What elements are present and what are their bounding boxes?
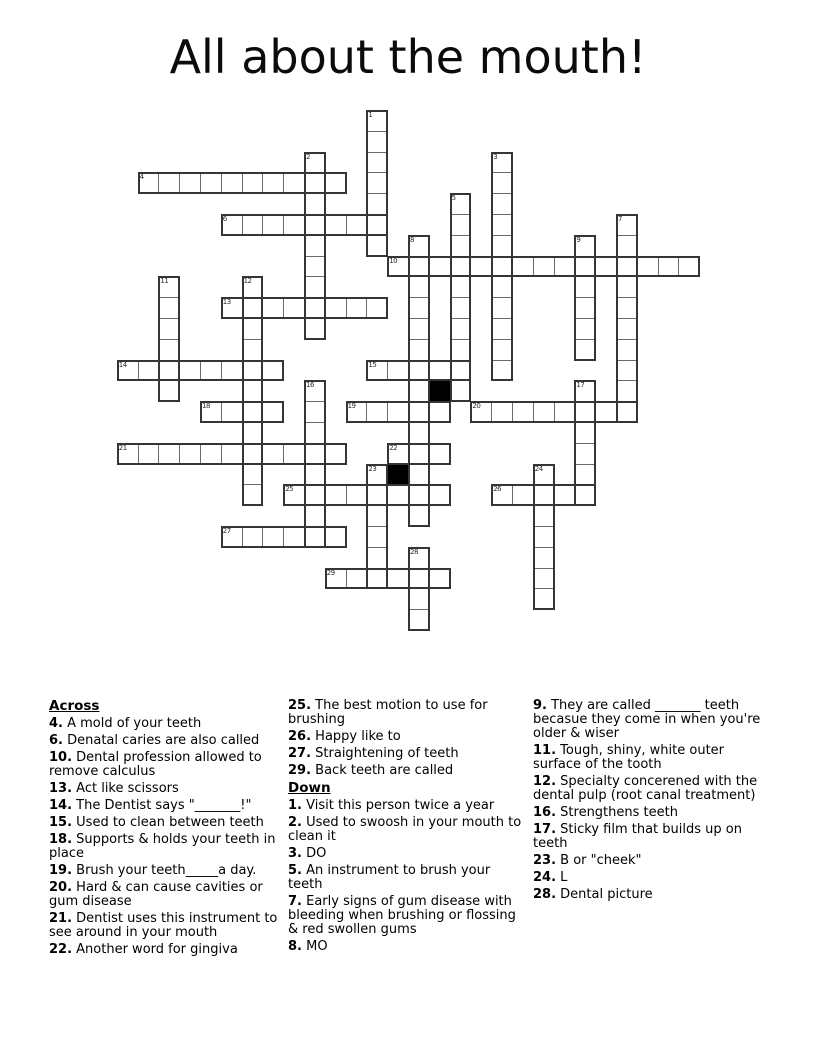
grid-cell[interactable] <box>262 360 284 382</box>
grid-cell[interactable] <box>304 152 326 174</box>
grid-cell[interactable] <box>408 256 430 278</box>
grid-cell[interactable] <box>574 235 596 257</box>
grid-cell[interactable] <box>450 318 472 340</box>
grid-cell[interactable] <box>408 588 430 610</box>
grid-cell[interactable] <box>491 276 513 298</box>
clue-22-across: 22. Another word for gingiva <box>49 942 238 957</box>
clue-number: 14. <box>49 798 73 813</box>
black-cell <box>387 464 409 486</box>
grid-cell[interactable] <box>450 193 472 215</box>
clue-28-down: 28. Dental picture <box>533 887 653 902</box>
grid-cell[interactable] <box>574 443 596 465</box>
grid-cell[interactable] <box>408 505 430 527</box>
clue-25-across: 25. The best motion to use for brushing <box>288 698 488 727</box>
cell-number-2: 2 <box>306 152 310 161</box>
grid-cell[interactable] <box>346 484 368 506</box>
grid-cell[interactable] <box>221 443 243 465</box>
clue-column-2 <box>288 699 525 957</box>
grid-cell[interactable] <box>574 401 596 423</box>
grid-cell[interactable] <box>574 297 596 319</box>
grid-cell[interactable] <box>366 401 388 423</box>
grid-cell[interactable] <box>574 276 596 298</box>
grid-cell[interactable] <box>450 276 472 298</box>
grid-cell[interactable] <box>491 401 513 423</box>
grid-cell[interactable] <box>408 484 430 506</box>
grid-cell[interactable] <box>242 318 264 340</box>
grid-cell[interactable] <box>304 401 326 423</box>
grid-cell[interactable] <box>408 609 430 631</box>
grid-cell[interactable] <box>262 443 284 465</box>
grid-cell[interactable] <box>616 360 638 382</box>
grid-cell[interactable] <box>408 401 430 423</box>
grid-cell[interactable] <box>283 172 305 194</box>
clue-14-across: 14. The Dentist says "_______!" <box>49 798 252 813</box>
grid-cell[interactable] <box>429 443 451 465</box>
grid-cell[interactable] <box>491 256 513 278</box>
cell-number-16: 16 <box>306 381 314 390</box>
cell-number-6: 6 <box>222 215 227 223</box>
clue-5-down: 5. An instrument to brush your teeth <box>288 863 491 892</box>
clue-26-across: 26. Happy like to <box>288 729 401 744</box>
clue-number: 20. <box>49 880 73 895</box>
grid-cell[interactable] <box>221 401 243 423</box>
clue-number: 11. <box>533 743 557 758</box>
grid-cell[interactable] <box>450 339 472 361</box>
clue-17-down: 17. Sticky film that builds up on teeth <box>533 822 742 851</box>
grid-cell[interactable] <box>325 526 347 548</box>
grid-cell[interactable] <box>158 339 180 361</box>
grid-cell[interactable] <box>533 526 555 548</box>
clue-number: 9. <box>533 698 547 713</box>
grid-cell[interactable] <box>221 360 243 382</box>
grid-cell[interactable] <box>429 401 451 423</box>
clue-29-across: 29. Back teeth are called <box>288 763 454 778</box>
grid-cell[interactable] <box>242 422 264 444</box>
clue-number: 28. <box>533 887 557 902</box>
across-header: Across <box>49 698 100 714</box>
clue-7-down: 7. Early signs of gum disease with bleeding when brushing or flossing & red swollen gums <box>288 894 516 937</box>
clue-16-down: 16. Strengthens teeth <box>533 805 678 820</box>
cell-number-3: 3 <box>493 152 498 161</box>
cell-number-27: 27 <box>222 527 231 535</box>
page-title: All about the mouth! <box>169 30 647 84</box>
grid-cell[interactable] <box>262 401 284 423</box>
black-cell <box>429 380 451 402</box>
clue-10-across: 10. Dental profession allowed to remove calculus <box>49 750 262 779</box>
grid-cell[interactable] <box>242 297 264 319</box>
grid-cell[interactable] <box>533 547 555 569</box>
grid-cell[interactable] <box>346 214 368 236</box>
grid-cell[interactable] <box>366 131 388 153</box>
grid-cell[interactable] <box>408 318 430 340</box>
grid-cell[interactable] <box>366 110 388 132</box>
grid-cell[interactable] <box>158 276 180 298</box>
grid-cell[interactable] <box>408 297 430 319</box>
grid-cell[interactable] <box>450 297 472 319</box>
grid-cell[interactable] <box>242 443 264 465</box>
cell-number-5: 5 <box>451 194 456 203</box>
grid-cell[interactable] <box>616 256 638 278</box>
grid-cell[interactable] <box>304 318 326 340</box>
grid-cell[interactable] <box>242 360 264 382</box>
cell-number-28: 28 <box>410 547 418 556</box>
clue-number: 2. <box>288 815 302 830</box>
grid-cell[interactable] <box>387 484 409 506</box>
clue-19-across: 19. Brush your teeth_____a day. <box>49 863 257 878</box>
clue-3-down: 3. DO <box>288 846 327 861</box>
cell-number-10: 10 <box>389 256 398 265</box>
grid-cell[interactable] <box>533 401 555 423</box>
grid-cell[interactable] <box>574 256 596 278</box>
grid-cell[interactable] <box>242 380 264 402</box>
clue-27-across: 27. Straightening of teeth <box>288 746 459 761</box>
grid-cell[interactable] <box>574 380 596 402</box>
grid-cell[interactable] <box>304 380 326 402</box>
grid-cell[interactable] <box>429 568 451 590</box>
grid-cell[interactable] <box>325 172 347 194</box>
grid-cell[interactable] <box>366 193 388 215</box>
grid-cell[interactable] <box>366 235 388 257</box>
grid-cell[interactable] <box>387 401 409 423</box>
grid-cell[interactable] <box>512 401 534 423</box>
cell-number-9: 9 <box>576 235 581 244</box>
grid-cell[interactable] <box>470 401 492 423</box>
cell-number-12: 12 <box>243 277 252 286</box>
grid-cell[interactable] <box>366 172 388 194</box>
grid-cell[interactable] <box>304 484 326 506</box>
grid-cell[interactable] <box>304 172 326 194</box>
grid-cell[interactable] <box>242 484 264 506</box>
grid-cell[interactable] <box>574 339 596 361</box>
grid-cell[interactable] <box>678 256 700 278</box>
cell-number-23: 23 <box>368 464 377 473</box>
grid-cell[interactable] <box>470 256 492 278</box>
grid-cell[interactable] <box>221 526 243 548</box>
grid-cell[interactable] <box>242 172 264 194</box>
grid-cell[interactable] <box>325 484 347 506</box>
grid-cell[interactable] <box>408 339 430 361</box>
grid-cell[interactable] <box>491 172 513 194</box>
grid-cell[interactable] <box>366 214 388 236</box>
cell-number-7: 7 <box>618 215 622 223</box>
grid-cell[interactable] <box>366 484 388 506</box>
grid-cell[interactable] <box>595 401 617 423</box>
clue-number: 5. <box>288 863 302 878</box>
grid-cell[interactable] <box>574 484 596 506</box>
grid-cell[interactable] <box>387 256 409 278</box>
grid-cell[interactable] <box>138 443 160 465</box>
grid-cell[interactable] <box>616 214 638 236</box>
grid-cell[interactable] <box>304 193 326 215</box>
clue-number: 3. <box>288 846 302 861</box>
grid-cell[interactable] <box>242 276 264 298</box>
grid-cell[interactable] <box>325 568 347 590</box>
clue-number: 19. <box>49 863 73 878</box>
clue-23-down: 23. B or "cheek" <box>533 853 642 868</box>
grid-cell[interactable] <box>138 172 160 194</box>
grid-cell[interactable] <box>242 339 264 361</box>
grid-cell[interactable] <box>262 526 284 548</box>
grid-cell[interactable] <box>366 152 388 174</box>
grid-cell[interactable] <box>512 484 534 506</box>
clue-number: 10. <box>49 750 73 765</box>
clue-number: 1. <box>288 798 302 813</box>
grid-cell[interactable] <box>158 297 180 319</box>
grid-cell[interactable] <box>283 297 305 319</box>
grid-cell[interactable] <box>491 235 513 257</box>
cell-number-1: 1 <box>368 111 373 119</box>
grid-cell[interactable] <box>283 443 305 465</box>
grid-cell[interactable] <box>242 401 264 423</box>
clue-number: 24. <box>533 870 557 885</box>
clue-20-across: 20. Hard & can cause cavities or gum disease <box>49 880 263 909</box>
grid-cell[interactable] <box>138 360 160 382</box>
grid-cell[interactable] <box>512 256 534 278</box>
grid-cell[interactable] <box>408 360 430 382</box>
grid-cell[interactable] <box>533 464 555 486</box>
grid-cell[interactable] <box>387 360 409 382</box>
grid-cell[interactable] <box>366 547 388 569</box>
cell-number-13: 13 <box>222 298 231 307</box>
grid-cell[interactable] <box>616 318 638 340</box>
grid-cell[interactable] <box>200 360 222 382</box>
grid-cell[interactable] <box>117 360 139 382</box>
grid-cell[interactable] <box>533 484 555 506</box>
grid-cell[interactable] <box>616 276 638 298</box>
grid-cell[interactable] <box>533 588 555 610</box>
grid-cell[interactable] <box>304 464 326 486</box>
grid-cell[interactable] <box>450 380 472 402</box>
grid-cell[interactable] <box>637 256 659 278</box>
clue-number: 18. <box>49 832 73 847</box>
clue-9-down: 9. They are called _______ teeth becasue they come in when you're older & wiser <box>533 698 761 741</box>
grid-cell[interactable] <box>325 443 347 465</box>
grid-cell[interactable] <box>408 464 430 486</box>
grid-cell[interactable] <box>200 443 222 465</box>
grid-cell[interactable] <box>346 297 368 319</box>
clue-column-3 <box>533 699 770 905</box>
grid-cell[interactable] <box>304 276 326 298</box>
grid-cell[interactable] <box>408 547 430 569</box>
cell-number-8: 8 <box>410 235 414 244</box>
grid-cell[interactable] <box>616 401 638 423</box>
grid-cell[interactable] <box>533 505 555 527</box>
cell-number-19: 19 <box>347 402 356 411</box>
grid-cell[interactable] <box>450 214 472 236</box>
grid-cell[interactable] <box>283 484 305 506</box>
grid-cell[interactable] <box>158 360 180 382</box>
grid-cell[interactable] <box>491 484 513 506</box>
cell-number-20: 20 <box>472 402 481 411</box>
grid-cell[interactable] <box>325 297 347 319</box>
grid-cell[interactable] <box>200 401 222 423</box>
grid-cell[interactable] <box>491 318 513 340</box>
grid-cell[interactable] <box>595 256 617 278</box>
clue-18-across: 18. Supports & holds your teeth in place <box>49 832 276 861</box>
grid-cell[interactable] <box>221 172 243 194</box>
clue-number: 26. <box>288 729 312 744</box>
grid-cell[interactable] <box>242 464 264 486</box>
cell-number-18: 18 <box>202 402 210 411</box>
grid-cell[interactable] <box>242 526 264 548</box>
grid-cell[interactable] <box>491 193 513 215</box>
grid-cell[interactable] <box>450 360 472 382</box>
grid-cell[interactable] <box>450 256 472 278</box>
grid-cell[interactable] <box>304 443 326 465</box>
cell-number-25: 25 <box>285 485 294 494</box>
grid-cell[interactable] <box>346 568 368 590</box>
clue-number: 23. <box>533 853 557 868</box>
grid-cell[interactable] <box>574 318 596 340</box>
grid-cell[interactable] <box>491 297 513 319</box>
clue-number: 12. <box>533 774 557 789</box>
clue-number: 25. <box>288 698 312 713</box>
grid-cell[interactable] <box>574 464 596 486</box>
crossword-grid <box>96 110 721 635</box>
cell-number-17: 17 <box>576 381 585 390</box>
grid-cell[interactable] <box>366 526 388 548</box>
clue-number: 22. <box>49 942 73 957</box>
grid-cell[interactable] <box>304 235 326 257</box>
grid-cell[interactable] <box>304 526 326 548</box>
clue-number: 13. <box>49 781 73 796</box>
clue-21-across: 21. Dentist uses this instrument to see around in your mouth <box>49 911 278 940</box>
clue-number: 6. <box>49 733 63 748</box>
grid-cell[interactable] <box>158 318 180 340</box>
grid-cell[interactable] <box>158 172 180 194</box>
grid-cell[interactable] <box>554 256 576 278</box>
grid-cell[interactable] <box>304 214 326 236</box>
grid-cell[interactable] <box>408 422 430 444</box>
grid-cell[interactable] <box>366 360 388 382</box>
grid-cell[interactable] <box>304 505 326 527</box>
grid-cell[interactable] <box>387 443 409 465</box>
down-header: Down <box>288 780 331 796</box>
grid-cell[interactable] <box>366 505 388 527</box>
grid-cell[interactable] <box>408 276 430 298</box>
grid-cell[interactable] <box>242 214 264 236</box>
grid-cell[interactable] <box>554 484 576 506</box>
clue-column-1 <box>49 699 286 960</box>
clue-number: 4. <box>49 716 63 731</box>
clue-12-down: 12. Specialty concerened with the dental pulp (root canal treatment) <box>533 774 758 803</box>
grid-cell[interactable] <box>533 568 555 590</box>
clue-number: 8. <box>288 939 302 954</box>
grid-cell[interactable] <box>616 297 638 319</box>
grid-cell[interactable] <box>574 422 596 444</box>
grid-cell[interactable] <box>491 214 513 236</box>
cell-number-29: 29 <box>326 568 335 577</box>
clue-2-down: 2. Used to swoosh in your mouth to clean it <box>288 815 522 844</box>
grid-cell[interactable] <box>429 484 451 506</box>
clue-number: 7. <box>288 894 302 909</box>
grid-cell[interactable] <box>408 380 430 402</box>
cell-number-4: 4 <box>139 173 144 182</box>
clue-4-across: 4. A mold of your teeth <box>49 716 202 731</box>
grid-cell[interactable] <box>491 152 513 174</box>
grid-cell[interactable] <box>616 339 638 361</box>
clue-6-across: 6. Denatal caries are also called <box>49 733 260 748</box>
clue-number: 29. <box>288 763 312 778</box>
clue-number: 17. <box>533 822 557 837</box>
grid-cell[interactable] <box>533 256 555 278</box>
grid-cell[interactable] <box>262 297 284 319</box>
clue-number: 27. <box>288 746 312 761</box>
grid-cell[interactable] <box>304 256 326 278</box>
grid-cell[interactable] <box>158 380 180 402</box>
grid-cell[interactable] <box>616 380 638 402</box>
grid-cell[interactable] <box>387 568 409 590</box>
cell-number-14: 14 <box>118 360 127 369</box>
grid-cell[interactable] <box>283 526 305 548</box>
grid-cell[interactable] <box>179 360 201 382</box>
clue-number: 15. <box>49 815 73 830</box>
grid-cell[interactable] <box>408 443 430 465</box>
grid-cell[interactable] <box>346 401 368 423</box>
clue-number: 16. <box>533 805 557 820</box>
grid-cell[interactable] <box>366 297 388 319</box>
grid-cell[interactable] <box>616 235 638 257</box>
clue-13-across: 13. Act like scissors <box>49 781 179 796</box>
clue-24-down: 24. L <box>533 870 568 885</box>
grid-cell[interactable] <box>262 172 284 194</box>
grid-cell[interactable] <box>450 235 472 257</box>
grid-cell[interactable] <box>658 256 680 278</box>
grid-cell[interactable] <box>117 443 139 465</box>
cell-number-24: 24 <box>534 464 543 473</box>
grid-cell[interactable] <box>325 214 347 236</box>
clue-number: 21. <box>49 911 73 926</box>
grid-cell[interactable] <box>429 256 451 278</box>
grid-cell[interactable] <box>221 214 243 236</box>
cell-number-21: 21 <box>118 443 127 452</box>
grid-cell[interactable] <box>262 214 284 236</box>
grid-cell[interactable] <box>408 568 430 590</box>
cell-number-22: 22 <box>389 443 398 452</box>
cell-number-11: 11 <box>160 277 169 286</box>
cell-number-15: 15 <box>368 360 377 369</box>
grid-cell[interactable] <box>554 401 576 423</box>
grid-cell[interactable] <box>179 172 201 194</box>
grid-cell[interactable] <box>429 360 451 382</box>
grid-cell[interactable] <box>200 172 222 194</box>
grid-cell[interactable] <box>408 235 430 257</box>
grid-cell[interactable] <box>366 568 388 590</box>
grid-cell[interactable] <box>158 443 180 465</box>
clue-8-down: 8. MO <box>288 939 328 954</box>
grid-cell[interactable] <box>283 214 305 236</box>
clue-15-across: 15. Used to clean between teeth <box>49 815 264 830</box>
cell-number-26: 26 <box>493 485 502 494</box>
grid-cell[interactable] <box>366 464 388 486</box>
grid-cell[interactable] <box>491 360 513 382</box>
grid-cell[interactable] <box>179 443 201 465</box>
clue-11-down: 11. Tough, shiny, white outer surface of the tooth <box>533 743 725 772</box>
grid-cell[interactable] <box>491 339 513 361</box>
clue-1-down: 1. Visit this person twice a year <box>288 798 495 813</box>
grid-cell[interactable] <box>304 297 326 319</box>
grid-cell[interactable] <box>221 297 243 319</box>
grid-cell[interactable] <box>304 422 326 444</box>
